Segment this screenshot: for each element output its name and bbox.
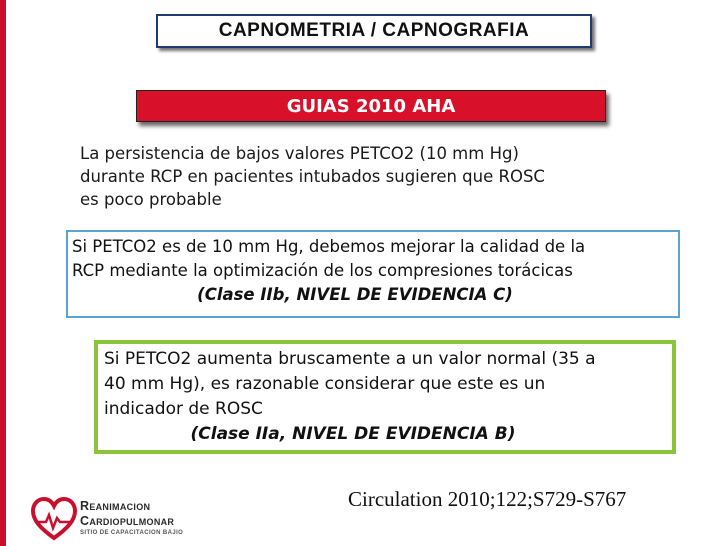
intro-line: durante RCP en pacientes intubados sugieren que ROSC: [80, 167, 545, 186]
slide-title: CAPNOMETRIA / CAPNOGRAFIA: [156, 14, 592, 48]
logo-text-line: Reanimacion: [80, 499, 151, 513]
evidence-level: (Clase IIb, NIVEL DE EVIDENCIA C): [197, 285, 513, 304]
logo-tagline: SITIO DE CAPACITACION BAJIO: [80, 530, 184, 536]
guide-banner: GUIAS 2010 AHA: [136, 90, 606, 122]
intro-line: La persistencia de bajos valores PETCO2 (10 mm Hg): [80, 144, 519, 163]
recommendation-box-rosc-indicator: [94, 340, 676, 454]
recommendation-line: Si PETCO2 es de 10 mm Hg, debemos mejorar la calidad de la: [72, 237, 586, 256]
intro-paragraph: [80, 142, 700, 211]
heart-logo-icon: [30, 496, 78, 542]
recommendation-box-low-petco2: [66, 230, 680, 318]
organization-logo: [30, 496, 230, 542]
logo-text-line: Cardiopulmonar: [80, 514, 175, 528]
intro-line: es poco probable: [80, 190, 222, 209]
source-citation: Circulation 2010;122;S729-S767: [348, 487, 627, 511]
recommendation-line: 40 mm Hg), es razonable considerar que este es un: [104, 374, 546, 394]
recommendation-line: indicador de ROSC: [104, 399, 263, 419]
evidence-level: (Clase IIa, NIVEL DE EVIDENCIA B): [190, 424, 516, 444]
recommendation-line: Si PETCO2 aumenta bruscamente a un valor normal (35 a: [104, 349, 596, 369]
recommendation-line: RCP mediante la optimización de los compresiones torácicas: [72, 261, 573, 280]
left-accent-stripe: [0, 0, 6, 546]
